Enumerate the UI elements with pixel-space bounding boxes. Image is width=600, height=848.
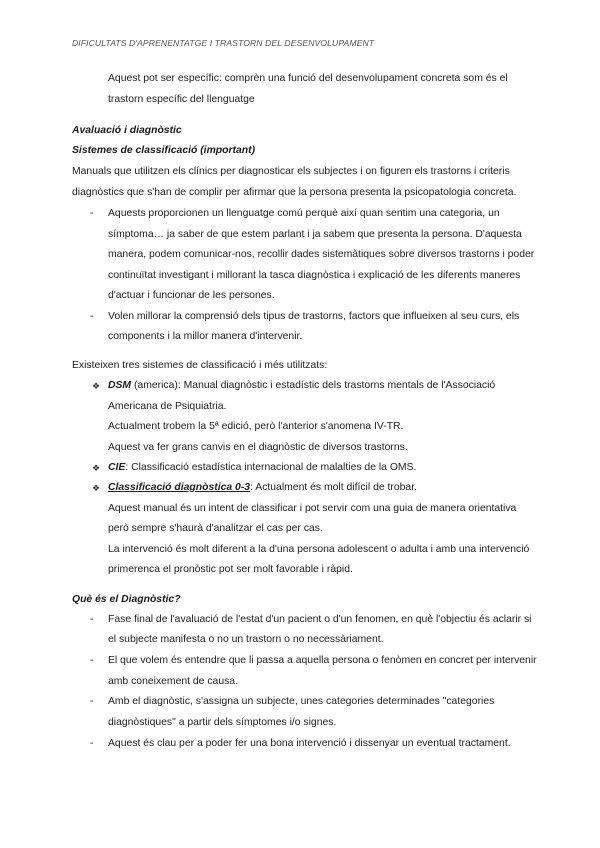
page-header: DIFICULTATS D'APRENENTATGE I TRASTORN DEL DESENVOLUPAMENT [72, 38, 375, 48]
bullet-marker: - [90, 738, 94, 749]
paragraph-line: Manuals que utilitzen els clínics per diagnosticar els subjectes i on figuren els trastorns i criteris [72, 166, 510, 177]
cie-description: : Classificació estadística internacional de malalties de la OMS. [125, 462, 417, 473]
dsm-line: Actualment trobem la 5ª edició, però l'anterior s'anomena IV-TR. [108, 421, 404, 432]
bullet-line: continuïtat investigant i millorant la tasca diagnòstica i explicació de les diferents maneres [108, 270, 521, 281]
cd-line: però sempre s'haurà d'analitzar el cas per cas. [108, 523, 323, 534]
bullet-line: el subjecte manifesta o no un trastorn o no necessàriament. [108, 634, 384, 645]
bullet-marker: - [90, 311, 94, 322]
systems-intro: Existeixen tres sistemes de classificació i més utilitzats: [72, 360, 328, 371]
diamond-bullet-icon: ❖ [92, 463, 101, 473]
bullet-marker: - [90, 208, 94, 219]
dsm-item [108, 379, 495, 393]
cie-term: CIE [108, 462, 126, 473]
intro-line: trastorn específic del llenguatge [108, 94, 255, 105]
paragraph-line: diagnòstics que s'han de complir per afirmar que la persona presenta la psicopatologia concreta. [72, 187, 517, 198]
intro-line: Aquest pot ser específic: comprèn una funció del desenvolupament concreta som és el [108, 73, 508, 84]
bullet-line: d'actuar i funcionar de les persones. [108, 290, 275, 301]
bullet-marker: - [90, 655, 94, 666]
bullet-line: Aquest és clau per a poder fer una bona intervenció i dissenyar un eventual tractament. [108, 738, 511, 749]
bullet-marker: - [90, 614, 94, 625]
cd-item [108, 481, 417, 495]
cd-line: La intervenció és molt diferent a la d'una persona adolescent o adulta i amb una intervenció [108, 544, 530, 555]
diamond-bullet-icon: ❖ [92, 483, 101, 493]
bullet-line: amb coneixement de causa. [108, 676, 238, 687]
dsm-description: (america): Manual diagnòstic i estadístic dels trastorns mentals de l'Associació [131, 380, 496, 391]
cd-term: Classificació diagnòstica 0-3 [108, 482, 251, 493]
cd-description: : Actualment és molt difícil de trobar. [250, 482, 417, 493]
dsm-line: Aquest va fer grans canvis en el diagnòstic de diversos trastorns. [108, 442, 408, 453]
bullet-line: símptoma… ja saber de que estem parlant i ja sabem que presenta la persona. D'aquesta [108, 229, 522, 240]
dsm-term: DSM [108, 380, 132, 391]
bullet-line: Fase final de l'avaluació de l'estat d'un pacient o d'un fenomen, en què l'objectiu és aclarir si [108, 614, 532, 625]
bullet-line: El que volem és entendre que li passa a aquella persona o fenòmen en concret per intervenir [108, 655, 537, 666]
bullet-line: Volen millorar la comprensió dels tipus de trastorns, factors que influeixen al seu curs, els [108, 311, 520, 322]
bullet-line: manera, podem comunicar-nos, recollir dades sistemàtiques sobre diversos trastorns i poder [108, 249, 535, 260]
section-heading-diagnosis: Què és el Diagnòstic? [72, 594, 181, 605]
diamond-bullet-icon: ❖ [92, 381, 101, 391]
subheading-classification-systems: Sistemes de classificació (important) [72, 145, 256, 156]
bullet-line: diagnòstiques" a partir dels símptomes i/o signes. [108, 717, 337, 728]
section-heading-evaluation: Avaluació i diagnòstic [72, 125, 182, 136]
cd-line: Aquest manual és un intent de classificar i pot servir com una guia de manera orientativa [108, 503, 517, 514]
bullet-marker: - [90, 696, 94, 707]
bullet-line: components i la millor manera d'intervenir. [108, 331, 303, 342]
cie-item [108, 461, 416, 475]
bullet-line: Aquests proporcionen un llenguatge comú perquè així quan sentim una categoria, un [108, 208, 500, 219]
bullet-line: Amb el diagnòstic, s'assigna un subjecte, unes categories determinades "categories [108, 696, 495, 707]
dsm-line: Americana de Psiquiatria. [108, 401, 227, 412]
cd-line: primerenca el pronòstic pot ser molt favorable i ràpid. [108, 564, 353, 575]
